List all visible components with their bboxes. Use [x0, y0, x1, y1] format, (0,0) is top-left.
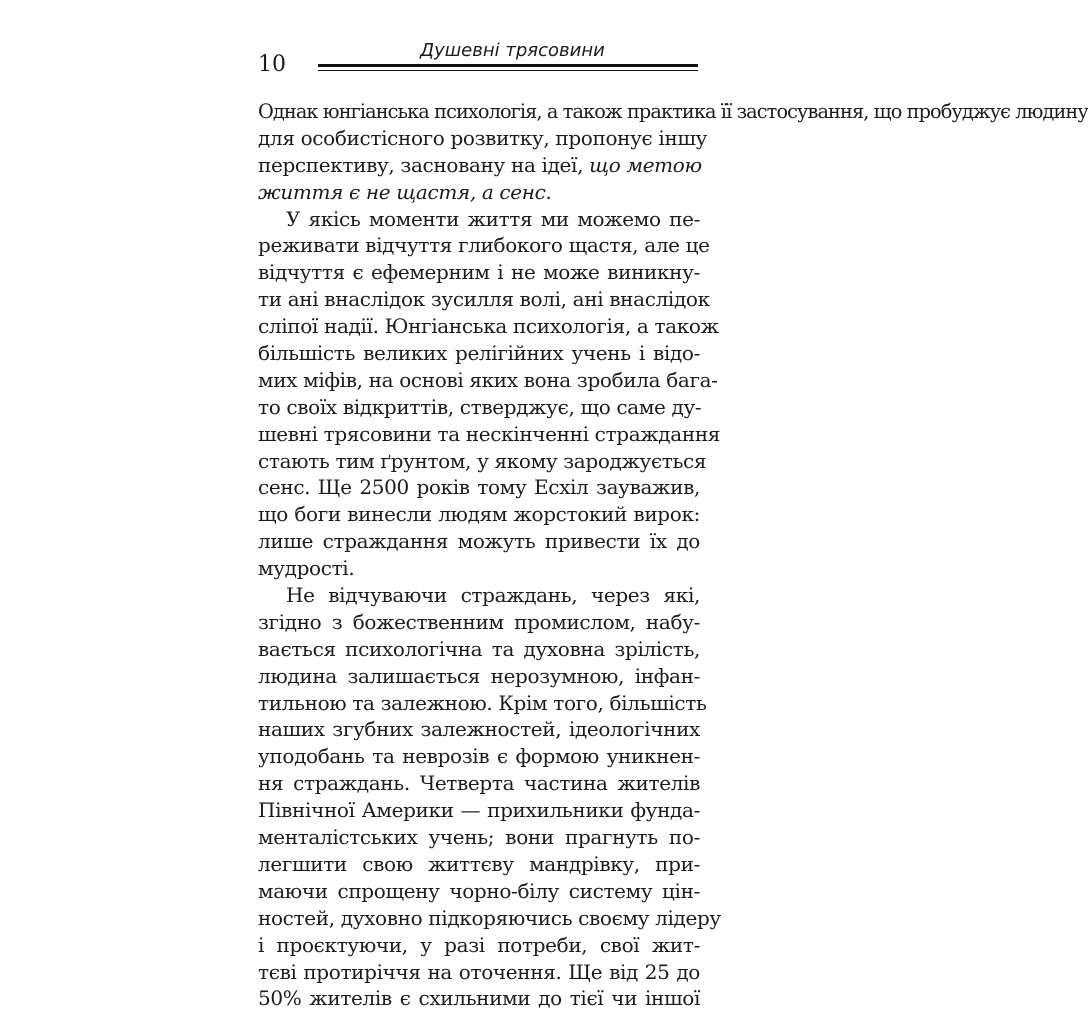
- text-line: згідно з божественним промислом, набу-: [258, 609, 700, 634]
- italic-fragment: що метою: [589, 152, 702, 177]
- text-line: що боги винесли людям жорстокий вирок:: [258, 502, 700, 527]
- text-line: ня страждань. Четверта частина жителів: [258, 771, 700, 796]
- text-line: У якісь моменти життя ми можемо пе-: [286, 206, 700, 231]
- text-line: відчуття є ефемерним і не може виникну-: [258, 260, 700, 285]
- text-line: маючи спрощену чорно-білу систему цін-: [258, 878, 700, 903]
- header-rule-thick: [318, 64, 698, 67]
- text-line: Однак юнгіанська психологія, а також практика її застосування, що пробуджує людину: [258, 100, 1088, 123]
- header-rule-thin: [318, 70, 698, 71]
- text-line: лише страждання можуть привести їх до: [258, 529, 700, 554]
- text-line: ти ані внаслідок зусилля волі, ані внаслідок: [258, 287, 710, 312]
- italic-fragment: життя є не щастя, а сенс.: [258, 179, 552, 204]
- text-line: Не відчуваючи страждань, через які,: [286, 583, 700, 608]
- text-line: менталістських учень; вони прагнуть по-: [258, 825, 700, 850]
- text-line: і проєктуючи, у разі потреби, свої жит-: [258, 932, 700, 957]
- text-line: людина залишається нерозумною, інфан-: [258, 663, 700, 688]
- text-line: 50% жителів є схильними до тієї чи іншої: [258, 986, 700, 1011]
- text-line: більшість великих релігійних учень і відо-: [258, 341, 700, 366]
- text-line: сліпої надії. Юнгіанська психологія, а також: [258, 314, 719, 339]
- text-line: ностей, духовно підкоряючись своєму лідеру: [258, 905, 721, 930]
- text-line: тєві протиріччя на оточення. Ще від 25 до: [258, 959, 700, 984]
- body-text: [258, 98, 1088, 1012]
- text-fragment: перспективу, засновану на ідеї,: [258, 152, 584, 177]
- running-title: Душевні трясовини: [420, 40, 605, 61]
- text-line: тильною та залежною. Крім того, більшість: [258, 690, 707, 715]
- text-line: [258, 152, 700, 179]
- text-line: мудрості.: [258, 556, 355, 581]
- text-line: уподобань та неврозів є формою уникнен-: [258, 744, 700, 769]
- page-number: 10: [258, 52, 286, 77]
- text-line: то своїх відкриттів, стверджує, що саме ду-: [258, 394, 702, 419]
- text-line: вається психологічна та духовна зрілість,: [258, 636, 700, 661]
- text-line: мих міфів, на основі яких вона зробила бага-: [258, 367, 718, 392]
- text-line: наших згубних залежностей, ідеологічних: [258, 717, 700, 742]
- text-line: сенс. Ще 2500 років тому Есхіл зауважив,: [258, 475, 700, 500]
- text-line: легшити свою життєву мандрівку, при-: [258, 851, 700, 876]
- text-line: Північної Америки — прихильники фунда-: [258, 798, 700, 823]
- text-line: стають тим ґрунтом, у якому зароджується: [258, 448, 707, 473]
- text-line: [258, 179, 700, 206]
- text-line: шевні трясовини та нескінченні страждання: [258, 421, 721, 446]
- text-line: для особистісного розвитку, пропонує іншу: [258, 125, 708, 150]
- text-line: реживати відчуття глибокого щастя, але це: [258, 233, 710, 258]
